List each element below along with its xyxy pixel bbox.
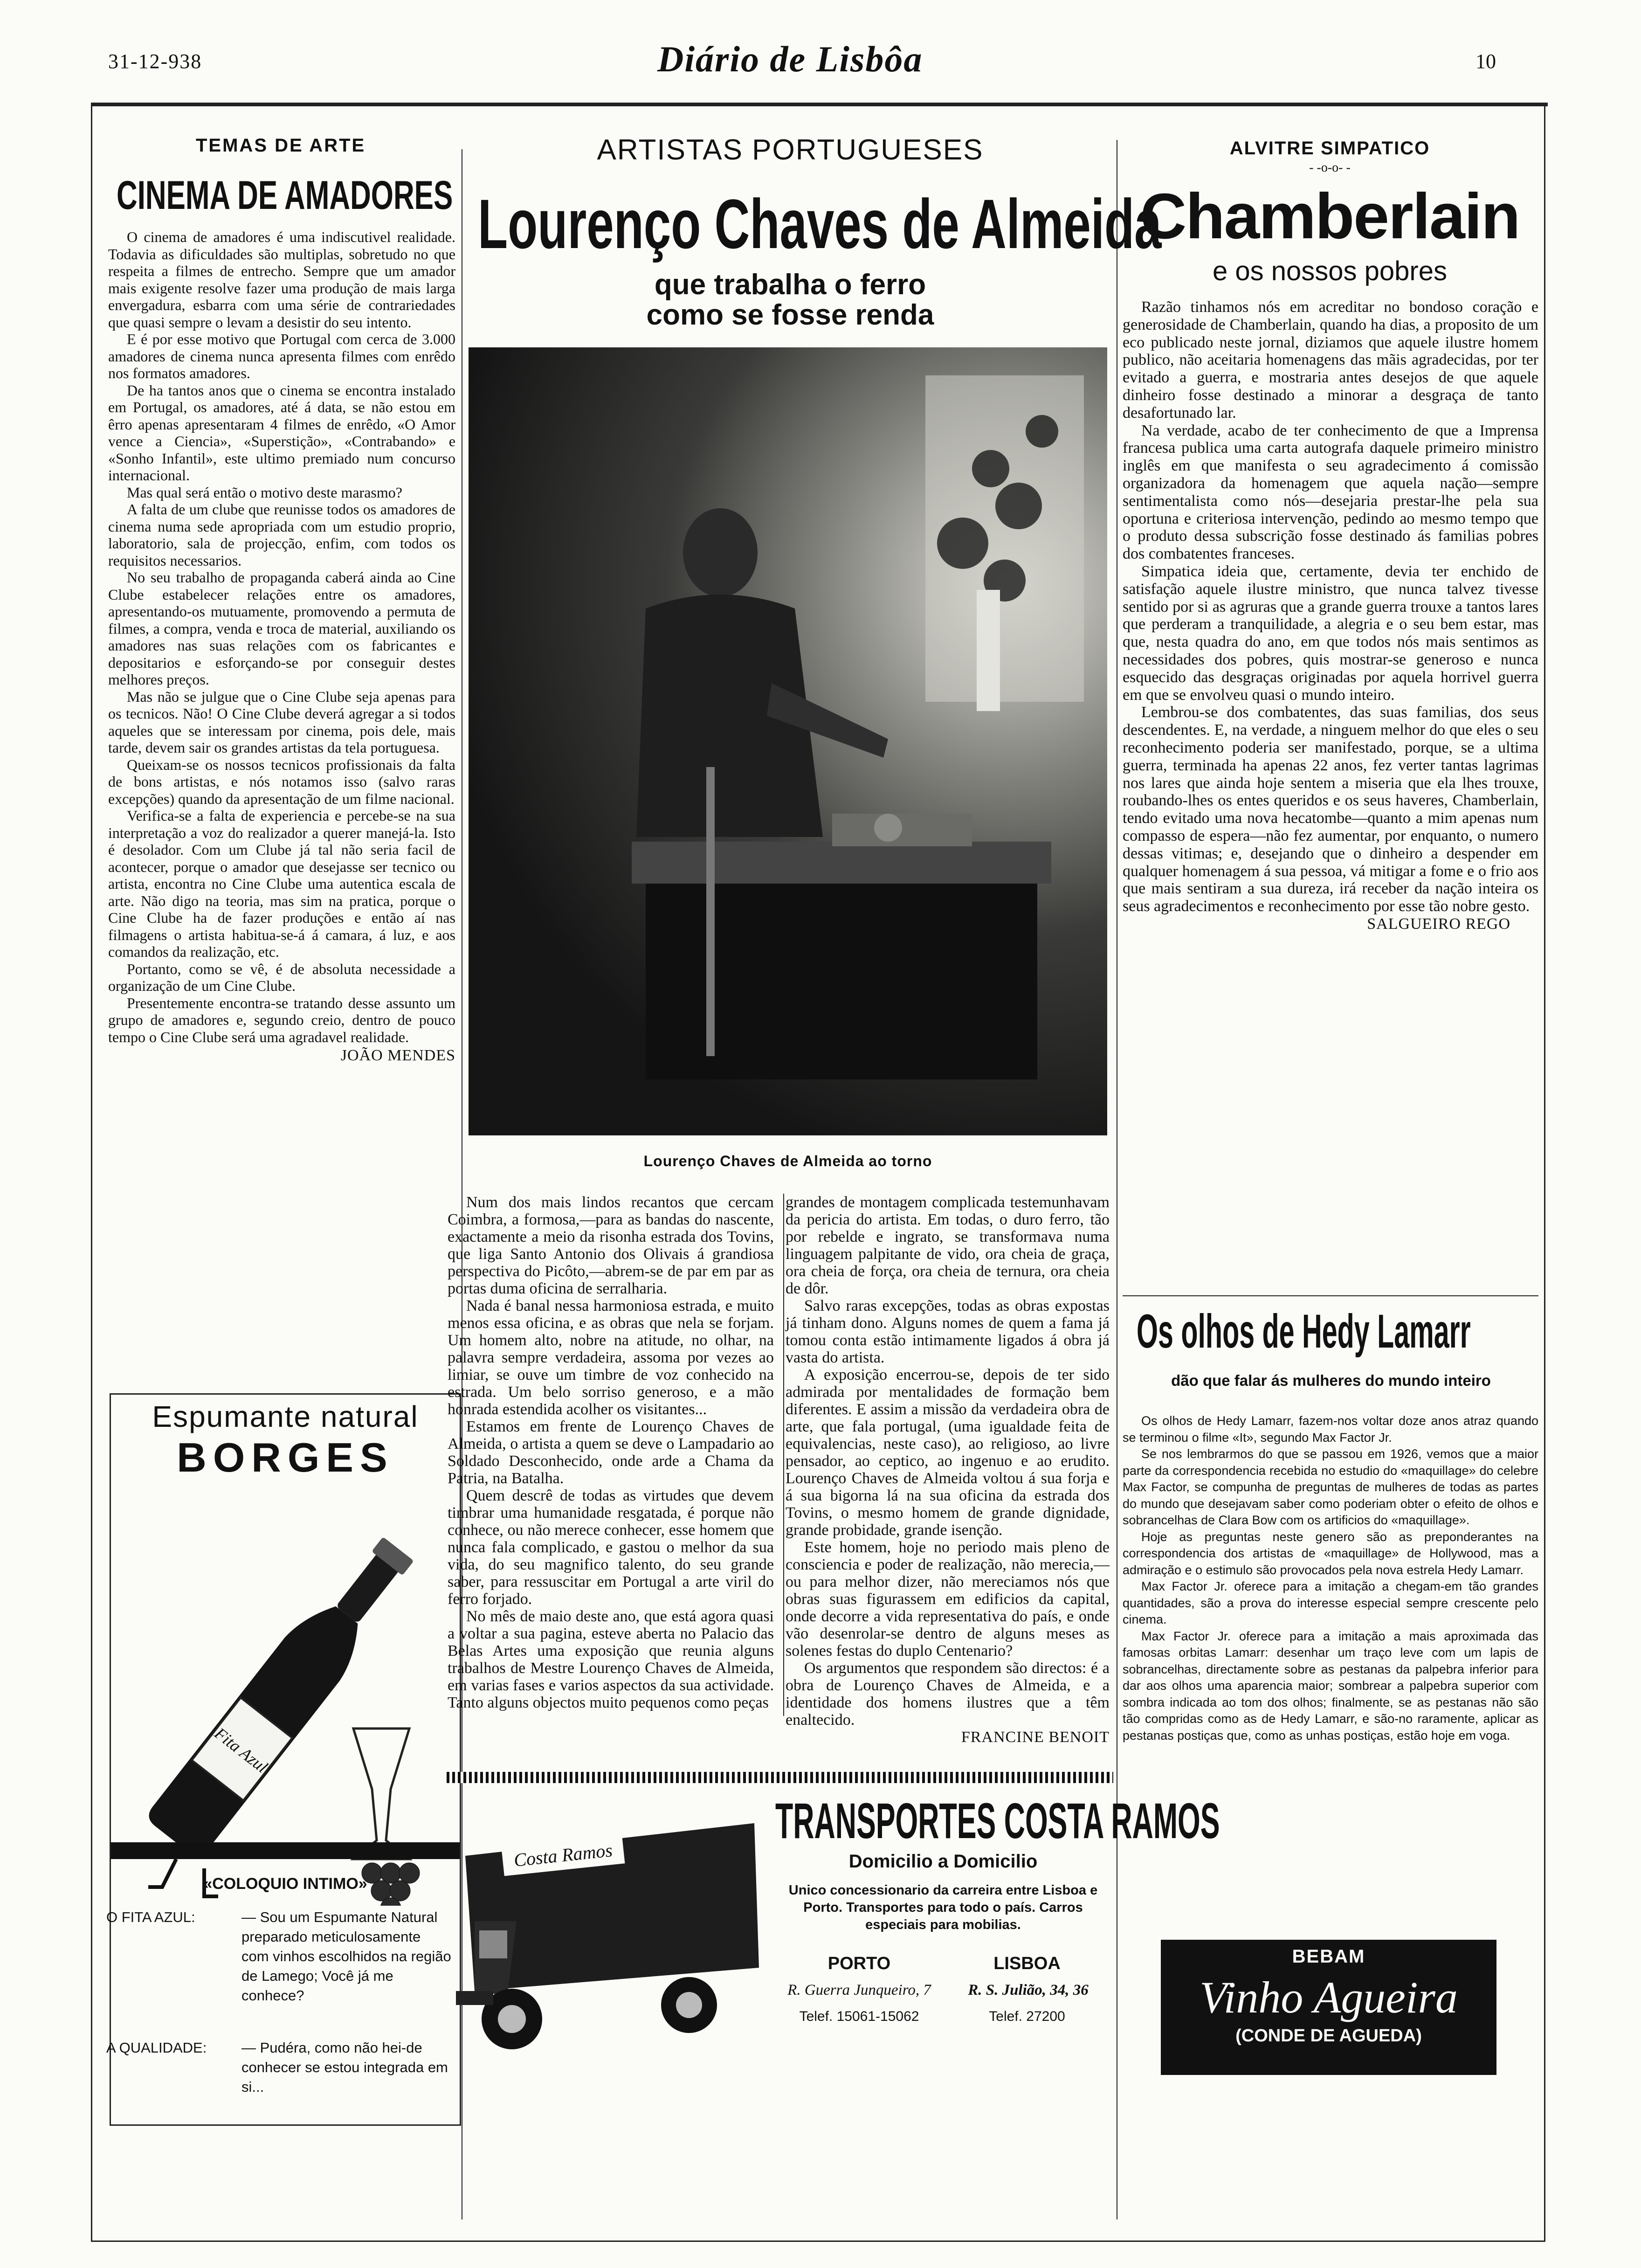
vinho-ad-brand: Vinho Agueira bbox=[1200, 1972, 1458, 2022]
col3-paragraph: Razão tinhamos nós em acreditar no bondoso coração e generosidade de Chamberlain, quando ha dias, a proposito de um eco publicado neste jornal, diziamos que aquele ilustre homem publico, não aceitaria homenagens das mãis agradecidas, por ter evitado a guerra, e mostraria antes desejos de que aquele dinheiro fosse destinado a minorar a desgraça de tanto desafortunado lar. bbox=[1123, 298, 1538, 422]
borges-dialog-2 bbox=[106, 2038, 451, 2097]
porto-phone: Telef. 15061-15062 bbox=[799, 2009, 919, 2024]
col1-paragraph: Queixam-se os nossos tecnicos profissionais da falta de bons artistas, e nós notamos isso (salvo raras excepções) quando da apresentação de um filme nacional. bbox=[108, 756, 455, 807]
center-paragraph: Num dos mais lindos recantos que cercam Coimbra, a formosa,—para as bandas do nascente, exactamente a meio da risonha estrada dos Tovins, que liga Santo Antonio dos Olivais á grandiosa perspectiva do Picôto,—abrem-se de par em par as portas duma oficina de serralharia. bbox=[448, 1194, 774, 1297]
hedy-paragraph: Max Factor Jr. oferece para a imitação a chegam-em tão grandes quantidades, são a prova do interesse especial sempre crescente pelo cinema. bbox=[1123, 1579, 1538, 1626]
center-paragraph: Os argumentos que respondem são directos: é a obra de Lourenço Chaves de Almeida, e a identidade dos homens ilustres que a têm enaltecido. bbox=[786, 1660, 1110, 1729]
center-subhead-2: como se fosse renda bbox=[646, 299, 934, 331]
hedy-paragraph: Max Factor Jr. oferece para a imitação a mais aproximada das famosas orbitas Lamarr: desenhar um traço leve com um lapis de sobrancelhas, directamente sobre as pestanas da palpebra inferior para dar aos olhos uma aparencia maior; sombrear a palpebra superior com sombra indicada ao tom dos olhos; finalmente, se as pestanas não são tão compridas como as de Hedy Lamarr, e são-no raramente, aplicar as pestanas postiças que, como as unhas postiças, estão hoje em voga. bbox=[1123, 1629, 1538, 1742]
col1-paragraph: A falta de um clube que reunisse todos os amadores de cinema numa sede apropriada com um estudio proprio, laboratorio, sala de projecção, enfim, com todos os requisitos necessarios. bbox=[108, 501, 455, 569]
vinho-ad bbox=[1161, 1940, 1496, 2075]
col3-article bbox=[1123, 298, 1538, 933]
col1-paragraph: Mas não se julgue que o Cine Clube seja apenas para os tecnicos. Não! O Cine Clube deverá agregar a si todos aqueles que se interessam por cinema, pois dele, mais tarde, devem sair os grandes artistas da tela portuguesa. bbox=[108, 688, 455, 756]
masthead-rule bbox=[91, 103, 1548, 106]
hedy-paragraph: Hoje as preguntas neste genero são as preponderantes na correspondencia dos artistas de «maquillage» de Hollywood, mas a admiração e o estimulo são provocados pela nova estrela Hedy Lamarr. bbox=[1123, 1529, 1538, 1577]
truck-illustration bbox=[447, 1800, 773, 2070]
borges-ad bbox=[106, 1393, 461, 2126]
hedy-subhead: dão que falar ás mulheres do mundo inteiro bbox=[1171, 1372, 1491, 1389]
newspaper-title: Diário de Lisbôa bbox=[657, 39, 923, 79]
truck-label: Costa Ramos bbox=[512, 1839, 614, 1871]
col3-paragraph: Lembrou-se dos combatentes, das suas familias, dos seus descendentes. E, na verdade, a ninguem melhor do que eles o seu reconhecimento poderia ser manifestado, porque, se a ultima guerra, terminada ha apenas 22 anos, fez verter tantas lagrimas nos lares que ainda hoje sentem a miseria que ela lhes trouxe, roubando-lhes os entes queridos e os seus haveres, Chamberlain, tendo evitado uma nova hecatombe—quanto a mim apenas num compasso de espera—não fez aumentar, por enquanto, o numero dessas vitimas; e, desejando que o dinheiro a despender em qualquer homenagem á sua pessoa, vá mitigar a fome e o frio aos que mais sentiram a sua dureza, irá receber da nação inteira os seus agradecimentos e reconhecimento por esse tão nobre gesto. bbox=[1123, 704, 1538, 915]
center-column-divider bbox=[783, 1194, 784, 1716]
transportes-ad-subtitle: Domicilio a Domicilio bbox=[848, 1851, 1038, 1872]
artist-photo bbox=[469, 347, 1107, 1135]
center-signature: FRANCINE BENOIT bbox=[961, 1729, 1110, 1746]
transportes-ad-top-band bbox=[447, 1772, 1113, 1783]
hedy-paragraph: Os olhos de Hedy Lamarr, fazem-nos voltar doze anos atraz quando se terminou o filme «It», segundo Max Factor Jr. bbox=[1123, 1414, 1538, 1445]
vinho-ad-line3: (CONDE DE AGUEDA) bbox=[1235, 2026, 1422, 2046]
glass-illustration bbox=[353, 1729, 409, 1859]
col1-paragraph: Mas qual será então o motivo deste marasmo? bbox=[127, 484, 402, 501]
center-paragraph: Nada é banal nessa harmoniosa estrada, e muito menos essa oficina, e as obras que nela se forjam. Um homem alto, nobre na atitude, no olhar, na palavra sempre verdadeira, assoma por vezes ao limiar, se ouve um timbre de voz conhecido na estrada. Um belo sorriso generoso, e a mão honrada estendida acolher os visitantes... bbox=[448, 1297, 774, 1418]
col3-ornament: - -o-o- - bbox=[1309, 160, 1351, 175]
col1-headline: CINEMA DE AMADORES bbox=[117, 173, 453, 218]
center-article-left bbox=[448, 1194, 774, 1711]
borges-dialog-1 bbox=[106, 1908, 451, 2005]
hedy-headline: Os olhos de Hedy Lamarr bbox=[1137, 1305, 1471, 1358]
center-paragraph: A exposição encerrou-se, depois de ter sido admirada por mentalidades de formação bem diferentes. E assim a missão da verdadeira obra de arte, que fala portugal, (uma igualdade feita de equivalencias, neste caso), ao religioso, ao livre pensador, ao ceptico, ao ingenuo e ao erudito. Lourenço Chaves de Almeida voltou á sua forja e á sua bigorna lá na sua oficina da estrada dos Tovins, o mesmo homem de grande dignidade, grande probidade, grande isenção. bbox=[786, 1366, 1110, 1539]
borges-ad-brand: BORGES bbox=[177, 1434, 394, 1480]
borges-speaker-2: A QUALIDADE: bbox=[106, 2040, 207, 2056]
transportes-ad-title: TRANSPORTES COSTA RAMOS bbox=[775, 1792, 1220, 1849]
borges-line-1: — Sou um Espumante Natural preparado meticulosamente com vinhos escolhidos na região de Lamego; Você já me conhece? bbox=[241, 1909, 451, 2004]
page-number: 10 bbox=[1476, 50, 1496, 73]
page-border-left bbox=[91, 105, 92, 2240]
col1-paragraph: Portanto, como se vê, é de absoluta necessidade a organização de um Cine Clube. bbox=[108, 960, 455, 994]
transportes-ad bbox=[447, 1772, 1220, 2089]
col1-paragraph: Presentemente encontra-se tratando desse assunto um grupo de amadores e, segundo creio, dentro de pouco tempo o Cine Clube será uma agradavel realidade. bbox=[108, 994, 455, 1045]
lisboa-label: LISBOA bbox=[993, 1954, 1061, 1973]
center-paragraph: Estamos em frente de Lourenço Chaves de Almeida, o artista a quem se deve o Lampadario ao Soldado Desconhecido, onde arde a Chama da Patria, na Batalha. bbox=[448, 1418, 774, 1487]
lisboa-address: R. S. Julião, 34, 36 bbox=[968, 1982, 1089, 1998]
col1-kicker: TEMAS DE ARTE bbox=[196, 135, 366, 156]
col3-headline: Chamberlain bbox=[1140, 180, 1520, 252]
col1-paragraph: E é por esse motivo que Portugal com cerca de 3.000 amadores de cinema nunca apresenta filmes com enrêdo nos formatos amadores. bbox=[108, 331, 455, 381]
col3-subhead: e os nossos pobres bbox=[1213, 256, 1447, 286]
hedy-article bbox=[1123, 1413, 1538, 1744]
vinho-ad-line1: BEBAM bbox=[1292, 1946, 1365, 1967]
col3-separator bbox=[1123, 1295, 1538, 1296]
col1-paragraph: O cinema de amadores é uma indiscutivel realidade. Todavia as dificuldades são multiplas, sobretudo no que respeita a filmes de entrecho. Sempre que um amador mais exigente resolve fazer uma produção de mais larga envergadura, esbarra com uma série de contrariedades que quasi sempre o levam a desistir do seu intento. bbox=[108, 228, 455, 331]
issue-date: 31-12-938 bbox=[108, 50, 202, 73]
col1-paragraph: Verifica-se a falta de experiencia e percebe-se na sua interpretação a voz do realizador a querer manejá-la. Isto é desolador. Com um Clube já tal não seria facil de acontecer, porque o amador que desejasse ser tecnico ou artista, encontra no Cine Clube uma autentica escala de arte. Não digo na teoria, mas sim na pratica, porque o Cine Clube ha de fazer produções e então aí nas filmagens o artista habitua-se-á á camara, á luz, e aos comandos da realização, etc. bbox=[108, 807, 455, 960]
borges-line-2: — Pudéra, como não hei-de conhecer se estou integrada em si... bbox=[241, 2040, 448, 2095]
center-paragraph: No mês de maio deste ano, que está agora quasi a voltar a sua pagina, esteve aberta no Palacio das Belas Artes uma exposição que reunia alguns trabalhos de Mestre Lourenço Chaves de Almeida, em varias fases e varios aspectos da sua actividade. Tanto alguns objectos muito pequenos como peças bbox=[448, 1608, 774, 1711]
col3-paragraph: Na verdade, acabo de ter conhecimento de que a Imprensa francesa publica uma carta autografa daquele primeiro ministro inglês em que manifesta o seu agradecimento á comissão organizadora da homenagem que aquela nação—sempre sentimentalista como nós—desejaria prestar-lhe pela sua oportuna e criteriosa intervenção, pedindo ao mesmo tempo que o produto dessa subscrição fosse destinado ás familias pobres dos combatentes franceses. bbox=[1123, 422, 1538, 563]
borges-bottle-label: Fita Azul bbox=[211, 1723, 271, 1777]
center-kicker: ARTISTAS PORTUGUESES bbox=[597, 134, 984, 166]
page-border-right bbox=[1544, 105, 1545, 2240]
col1-paragraph: No seu trabalho de propaganda caberá ainda ao Cine Clube estabelecer relações entre os amadores, apresentando-os mutuamente, promovendo a permuta de filmes, a compra, venda e troca de material, auxiliando os amadores nas suas relações com os fabricantes e depositarios e esforçando-se por conseguir destes melhores preços. bbox=[108, 569, 455, 688]
borges-ad-bar bbox=[111, 1842, 460, 1859]
center-headline: Lourenço Chaves de Almeida bbox=[478, 185, 1162, 263]
transportes-ad-description: Unico concessionario da carreira entre Lisboa e Porto. Transportes para todo o país. Carros especiais para mobilias. bbox=[788, 1883, 1098, 1932]
col1-article bbox=[108, 228, 455, 1065]
center-paragraph: Quem descrê de todas as virtudes que devem timbrar uma humanidade resgatada, é porque não conhece, ou não merece conhecer, esse homem que nunca fala complicado, e gastou o melhor da sua vida, do seu magnifico talento, do seu grande saber, para ressuscitar em Portugal a arte viril do ferro forjado. bbox=[448, 1487, 774, 1608]
col3-signature: SALGUEIRO REGO bbox=[1367, 915, 1510, 933]
borges-ad-line1: Espumante natural bbox=[152, 1400, 419, 1433]
page-bottom-rule bbox=[91, 2240, 1545, 2242]
porto-address: R. Guerra Junqueiro, 7 bbox=[787, 1982, 931, 1998]
center-paragraph: Este homem, hoje no periodo mais pleno de consciencia e poder de realização, não merecia,—ou para melhor dizer, não mereciamos nós que obras suas figurassem em edificios da capital, onde decorre a vida representativa do país, e onde vão desenrolar-se dentro de alguns meses as solenes festas do duplo Centenario? bbox=[786, 1539, 1110, 1660]
workshop-photo-illustration bbox=[469, 347, 1107, 1135]
porto-label: PORTO bbox=[827, 1954, 891, 1973]
center-paragraph: Salvo raras excepções, todas as obras expostas já tinham dono. Alguns nomes de quem a fama já tomou conta estão intimamente ligados á obra já vasta do artista. bbox=[786, 1297, 1110, 1366]
col3-paragraph: Simpatica ideia que, certamente, devia ter enchido de satisfação aquele ilustre ministro, que nunca talvez tivesse sentido por si as agruras que a grande guerra trouxe a tantos lares que perderam a tranquilidade, a alegria e o seu bem estar, mas que, nesta quadra do ano, em que todos nós mais sentimos as necessidades dos pobres, quis mostrar-se generoso e nunca esquecido das desgraças originadas por aquela horrivel guerra em que se envolveu quasi o mundo inteiro. bbox=[1123, 562, 1538, 704]
hedy-paragraph: Se nos lembrarmos do que se passou em 1926, vemos que a maior parte da correspondencia recebida no estudio do «maquillage» do celebre Max Factor, se compunha de preguntas de mulheres de todas as partes do mundo que desejavam saber como poderiam obter o efeito de olhos e sobrancelhas de Clara Bow com os artificios do «maquillage». bbox=[1123, 1447, 1538, 1527]
borges-ad-caption: «COLOQUIO INTIMO» bbox=[203, 1875, 367, 1893]
center-subhead-1: que trabalha o ferro bbox=[654, 269, 926, 301]
center-article-right bbox=[786, 1194, 1110, 1746]
borges-speaker-1: O FITA AZUL: bbox=[106, 1909, 195, 1925]
photo-caption: Lourenço Chaves de Almeida ao torno bbox=[643, 1153, 932, 1169]
col3-kicker: ALVITRE SIMPATICO bbox=[1229, 138, 1430, 159]
col1-paragraph: De ha tantos anos que o cinema se encontra instalado em Portugal, os amadores, até á data, se não estou em êrro apenas apresentaram 4 filmes de enrêdo, «O Amor vence a Ciencia», «Superstição», «Contrabando» e «Sonho Infantil», este ultimo premiado num concurso internacional. bbox=[108, 381, 455, 484]
col1-signature: JOÃO MENDES bbox=[340, 1047, 455, 1064]
center-paragraph: grandes de montagem complicada testemunhavam da pericia do artista. Em todas, o duro ferro, tão por rebelde e ingrato, se transformava numa linguagem palpitante de vido, ora cheia de graça, ora cheia de força, ora cheia de ternura, ora cheia de dôr. bbox=[786, 1194, 1110, 1297]
lisboa-phone: Telef. 27200 bbox=[989, 2009, 1065, 2024]
